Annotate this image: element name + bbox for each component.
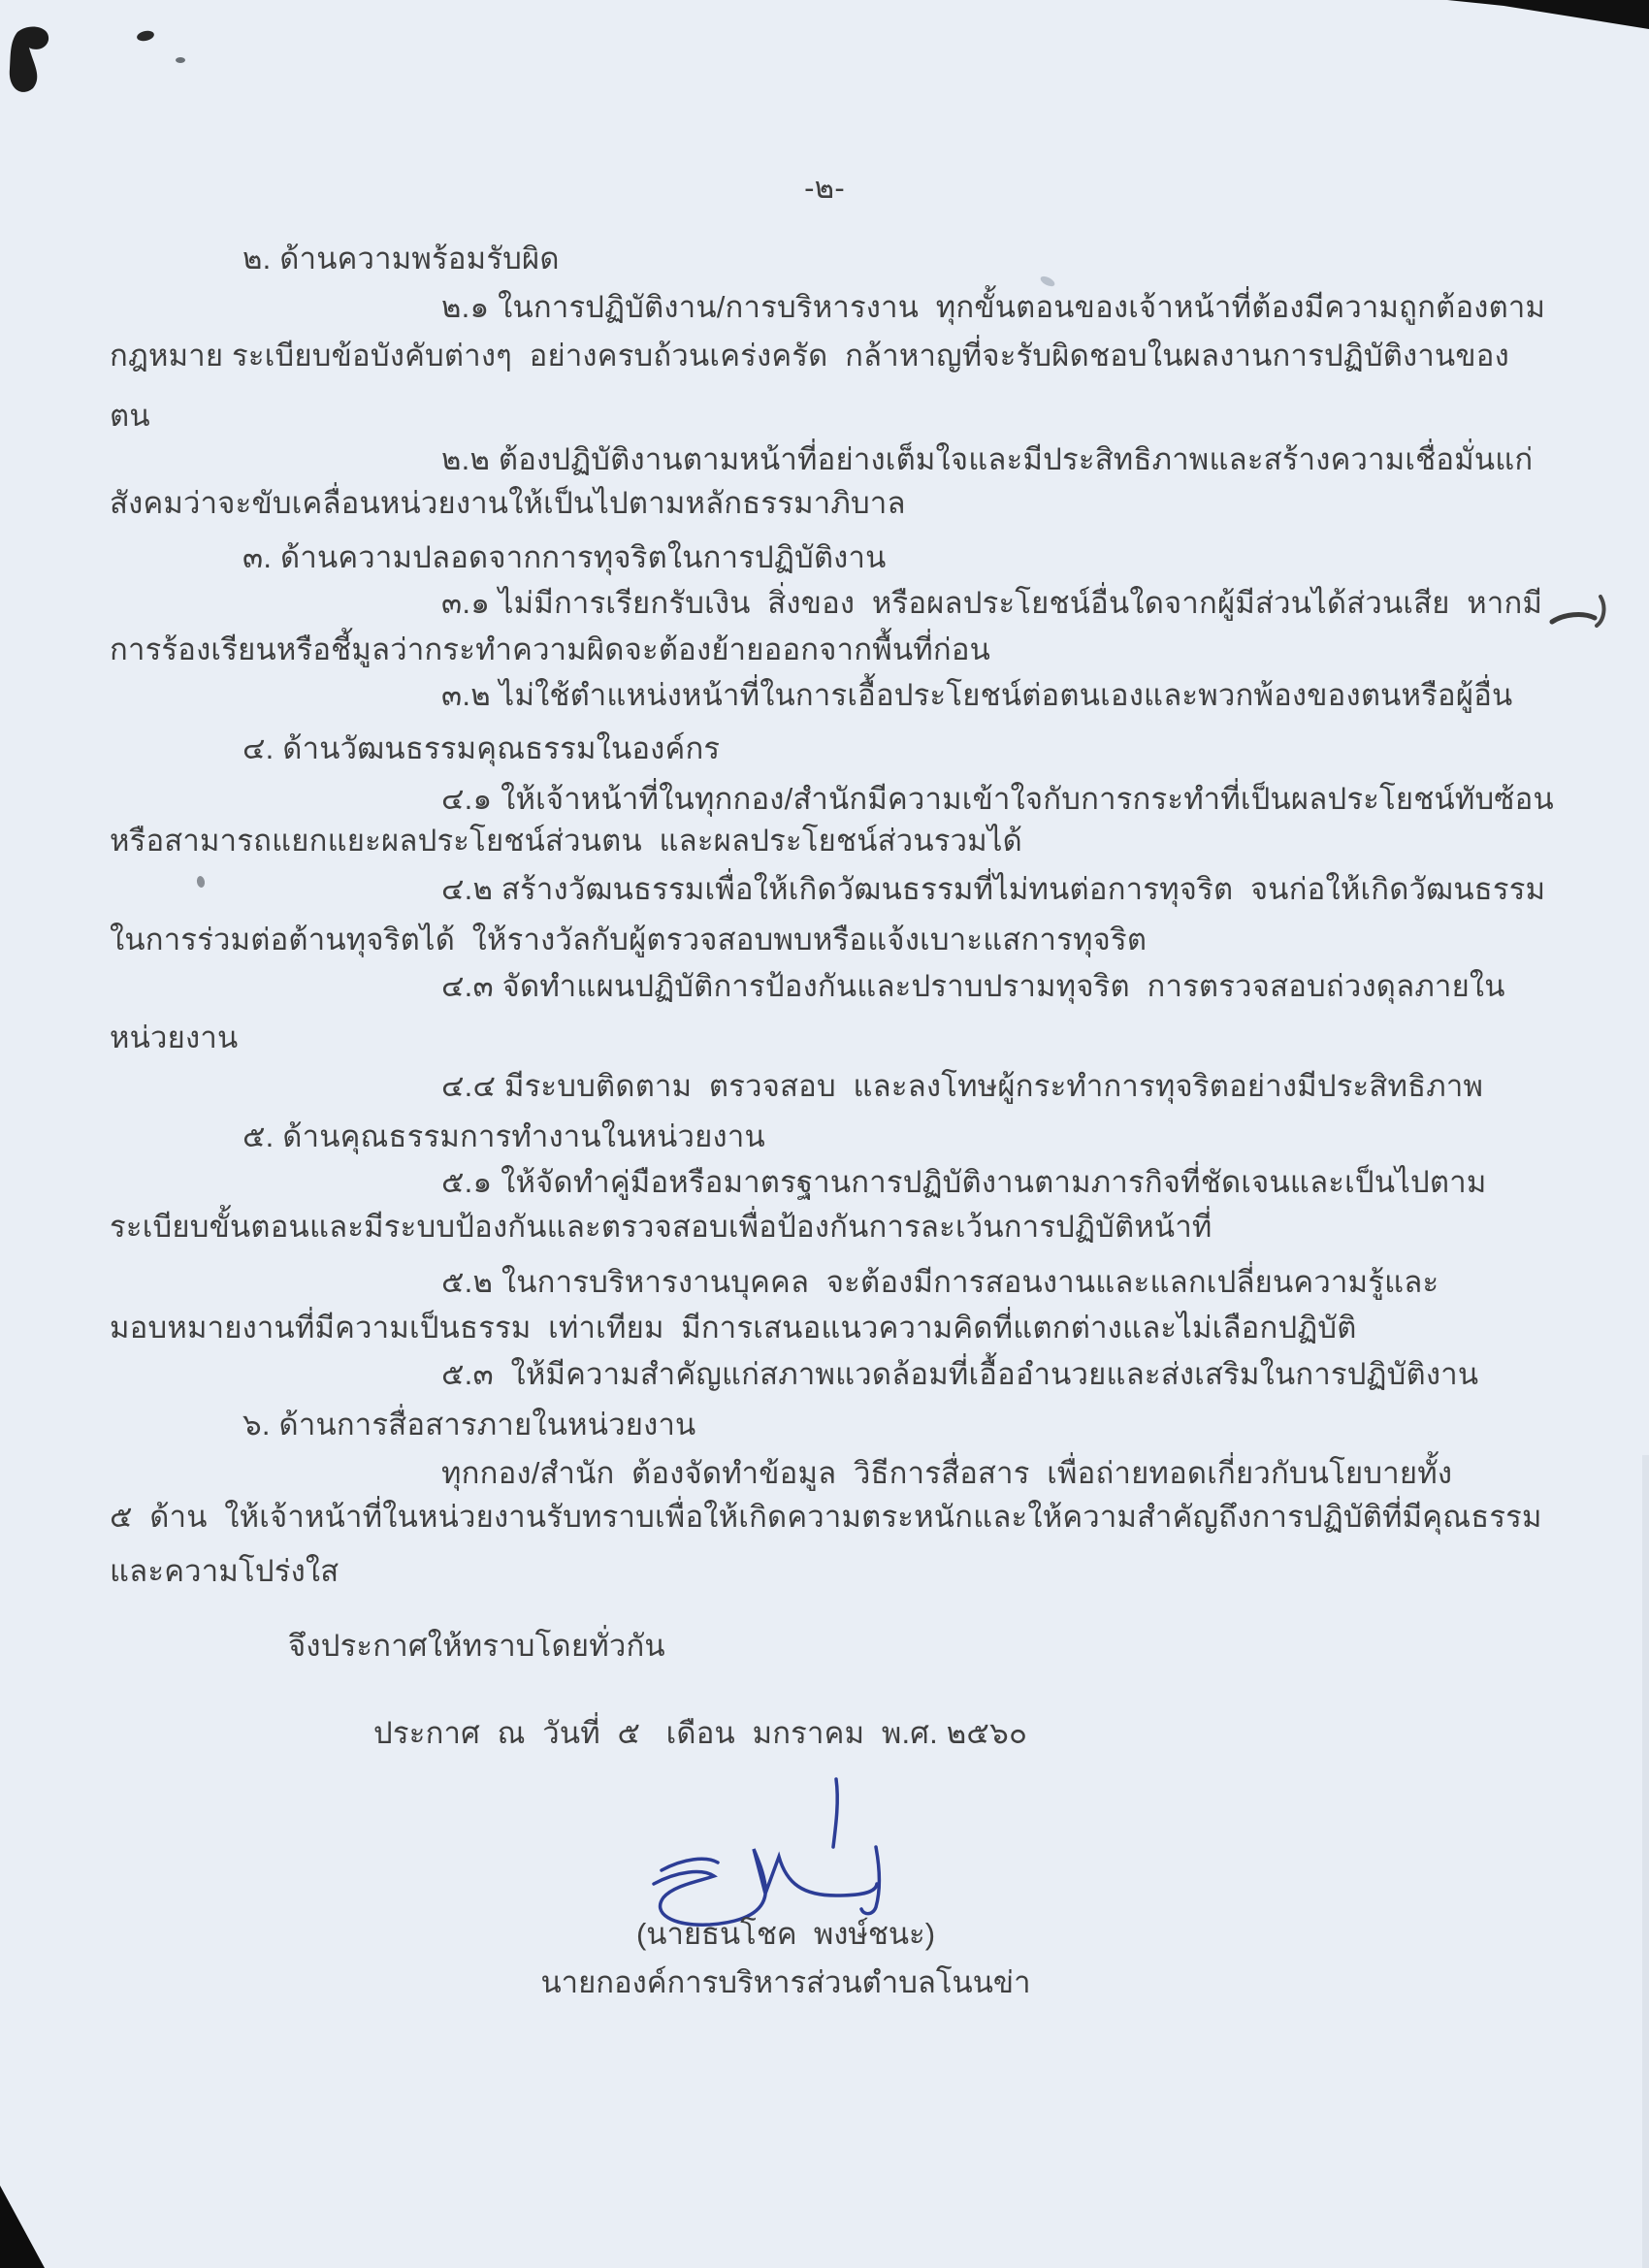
scan-smudge-right-edge [1544,587,1622,645]
page-number: -๒- [804,171,845,205]
doc-line: ตน [110,399,150,433]
doc-line: มอบหมายงานที่มีความเป็นธรรม เท่าเทียม มีการเสนอแนวความคิดที่แตกต่างและไม่เลือกปฏิบัติ [110,1311,1357,1345]
doc-line: หน่วยงาน [110,1021,239,1054]
signatory-name: (นายธนโชค พงษ์ชนะ) [635,1917,936,1951]
doc-line: ๔.๒ สร้างวัฒนธรรมเพื่อให้เกิดวัฒนธรรมที่ไม่ทนต่อการทุจริต จนก่อให้เกิดวัฒนธรรม [441,872,1546,906]
section-heading: ๕. ด้านคุณธรรมการทำงานในหน่วยงาน [242,1119,765,1153]
doc-line: และความโปร่งใส [110,1554,340,1588]
scan-artifact-bottom-left [0,2186,45,2268]
signatory-title: นายกองค์การบริหารส่วนตำบลโนนข่า [540,1965,1031,1999]
scan-artifact-top-left [0,15,204,121]
section-heading: ๓. ด้านความปลอดจากการทุจริตในการปฏิบัติงาน [242,540,887,574]
doc-line: ๔.๓ จัดทำแผนปฏิบัติการป้องกันและปราบปรามทุจริต การตรวจสอบถ่วงดุลภายใน [441,969,1505,1003]
scan-artifact-top-right [1447,0,1649,29]
doc-line: ในการร่วมต่อต้านทุจริตได้ ให้รางวัลกับผู้ตรวจสอบพบหรือแจ้งเบาะแสการทุจริต [110,923,1148,956]
closing-statement: จึงประกาศให้ทราบโดยทั่วกัน [288,1629,665,1663]
doc-line: ๕.๒ ในการบริหารงานบุคคล จะต้องมีการสอนงานและแลกเปลี่ยนความรู้และ [441,1265,1439,1299]
doc-line: ๔.๔ มีระบบติดตาม ตรวจสอบ และลงโทษผู้กระทำการทุจริตอย่างมีประสิทธิภาพ [441,1069,1484,1103]
doc-line: การร้องเรียนหรือชี้มูลว่ากระทำความผิดจะต้องย้ายออกจากพื้นที่ก่อน [110,632,991,666]
doc-line: ทุกกอง/สำนัก ต้องจัดทำข้อมูล วิธีการสื่อสาร เพื่อถ่ายทอดเกี่ยวกับนโยบายทั้ง [441,1456,1453,1490]
doc-line: ๒.๒ ต้องปฏิบัติงานตามหน้าที่อย่างเต็มใจและมีประสิทธิภาพและสร้างความเชื่อมั่นแก่ [441,442,1534,476]
announcement-date: ประกาศ ณ วันที่ ๕ เดือน มกราคม พ.ศ. ๒๕๖๐ [373,1716,1028,1750]
doc-line: หรือสามารถแยกแยะผลประโยชน์ส่วนตน และผลประโยชน์ส่วนรวมได้ [110,824,1023,858]
doc-line: ๔.๑ ให้เจ้าหน้าที่ในทุกกอง/สำนักมีความเข้าใจกับการกระทำที่เป็นผลประโยชน์ทับซ้อน [441,782,1554,816]
doc-line: ๕ ด้าน ให้เจ้าหน้าที่ในหน่วยงานรับทราบเพื่อให้เกิดความตระหนักและให้ความสำคัญถึงการปฏิบัติที่มีคุณธรรม [110,1500,1542,1534]
doc-line: ๕.๓ ให้มีความสำคัญแก่สภาพแวดล้อมที่เอื้ออำนวยและส่งเสริมในการปฏิบัติงาน [441,1357,1479,1391]
doc-line: กฎหมาย ระเบียบข้อบังคับต่างๆ อย่างครบถ้วนเคร่งครัด กล้าหาญที่จะรับผิดชอบในผลงานการปฏิบัติงานของ [110,339,1509,373]
doc-line: ระเบียบขั้นตอนและมีระบบป้องกันและตรวจสอบเพื่อป้องกันการละเว้นการปฏิบัติหน้าที่ [110,1210,1212,1244]
doc-line: ๕.๑ ให้จัดทำคู่มือหรือมาตรฐานการปฏิบัติงานตามภารกิจที่ชัดเจนและเป็นไปตาม [441,1165,1487,1199]
scan-smudge [196,875,206,888]
section-heading: ๔. ด้านวัฒนธรรมคุณธรรมในองค์กร [242,731,721,765]
doc-line: สังคมว่าจะขับเคลื่อนหน่วยงานให้เป็นไปตามหลักธรรมาภิบาล [110,486,906,520]
scan-edge-shadow [1642,1455,1649,2268]
section-heading: ๒. ด้านความพร้อมรับผิด [242,242,560,275]
doc-line: ๒.๑ ในการปฏิบัติงาน/การบริหารงาน ทุกขั้นตอนของเจ้าหน้าที่ต้องมีความถูกต้องตาม [441,290,1546,324]
doc-line: ๓.๑ ไม่มีการเรียกรับเงิน สิ่งของ หรือผลประโยชน์อื่นใดจากผู้มีส่วนได้ส่วนเสีย หากมี [441,586,1543,620]
doc-line: ๓.๒ ไม่ใช้ตำแหน่งหน้าที่ในการเอื้อประโยชน์ต่อตนเองและพวกพ้องของตนหรือผู้อื่น [441,678,1513,712]
section-heading: ๖. ด้านการสื่อสารภายในหน่วยงาน [242,1408,696,1442]
